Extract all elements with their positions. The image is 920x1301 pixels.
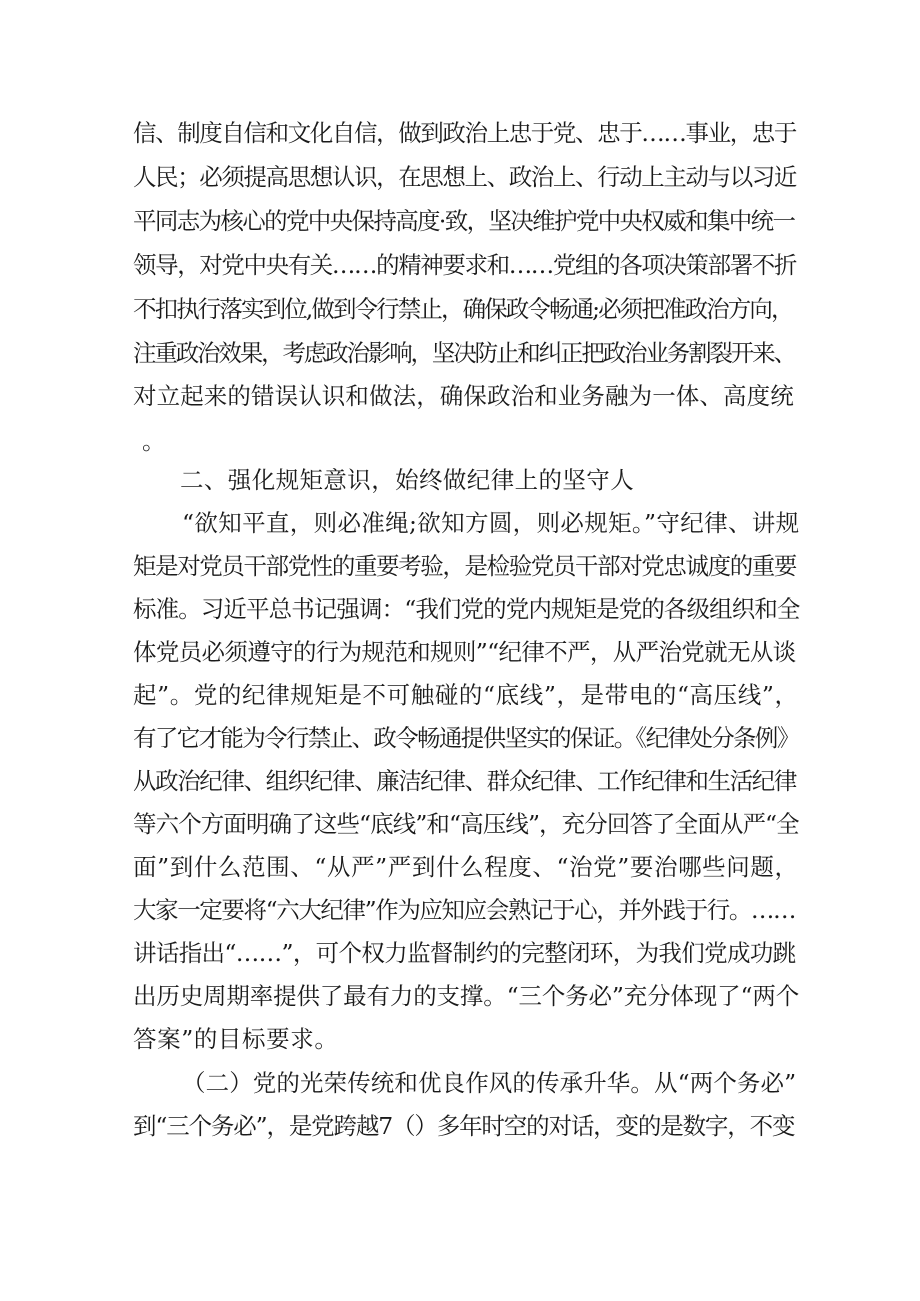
section-heading: 二、强化规矩意识，始终做纪律上的坚守人: [180, 466, 635, 494]
text-line: 标准。习近平总书记强调：“我们党的党内规矩是党的各级组织和全: [133, 595, 800, 623]
text-line: 答案”的目标要求。: [133, 1025, 339, 1053]
text-line: 矩是对党员干部党性的重要考验，是检验党员干部对党忠诚度的重要: [133, 552, 796, 580]
text-line: 。: [142, 427, 167, 455]
text-line: 从政治纪律、组织纪律、廉洁纪律、群众纪律、工作纪律和生活纪律: [133, 767, 796, 795]
text-line: 注重政治效果，考虑政治影响，坚决防止和纠正把政治业务割裂开来、: [133, 339, 795, 367]
text-line: 体党员必须遵守的行为规范和规则”“纪律不严，从严治党就无从谈: [133, 638, 796, 666]
text-line: 起”。党的纪律规矩是不可触碰的“底线”，是带电的“高压线”，: [133, 681, 799, 709]
text-line: 到“三个务必”，是党跨越7（）多年时空的对话，变的是数字，不变: [133, 1112, 795, 1140]
text-line: 讲话指出“……”，可个权力监督制约的完整闭环，为我们党成功跳: [133, 939, 796, 967]
text-line: 信、制度自信和文化自信，做到政治上忠于党、忠于……事业，忠于: [133, 119, 796, 147]
text-line: 平同志为核心的党中央保持高度·致，坚决维护党中央权威和集中统一: [133, 207, 795, 235]
text-line: 有了它才能为令行禁止、政令畅通提供坚实的保证。《纪律处分条例》: [133, 724, 799, 752]
text-line: 对立起来的错误认识和做法，确保政治和业务融为一体、高度统: [133, 382, 794, 410]
text-line: 领导，对党中央有关……的精神要求和……党组的各项决策部署不折: [133, 251, 796, 279]
text-line: 出历史周期率提供了最有力的支撑。“三个务必”充分体现了“两个: [133, 982, 800, 1010]
text-line: 面”到什么范围、“从严”严到什么程度、“治党”要治哪些问题，: [133, 853, 799, 881]
text-line: “欲知平直，则必准绳;欲知方圆，则必规矩。”守纪律、讲规: [182, 509, 800, 537]
text-line: （二）党的光荣传统和优良作风的传承升华。从“两个务必”: [182, 1069, 797, 1097]
text-line: 不扣执行落实到位,做到令行禁止，确保政令畅通;必须把准政治方向，: [133, 295, 793, 323]
text-line: 等六个方面明确了这些“底线”和“高压线”，充分回答了全面从严“全: [133, 810, 799, 838]
text-line: 人民；必须提高思想认识，在思想上、政治上、行动上主动与以习近: [133, 163, 796, 191]
text-line: 大家一定要将“六大纪律”作为应知应会熟记于心，并外践于行。……: [133, 896, 796, 924]
